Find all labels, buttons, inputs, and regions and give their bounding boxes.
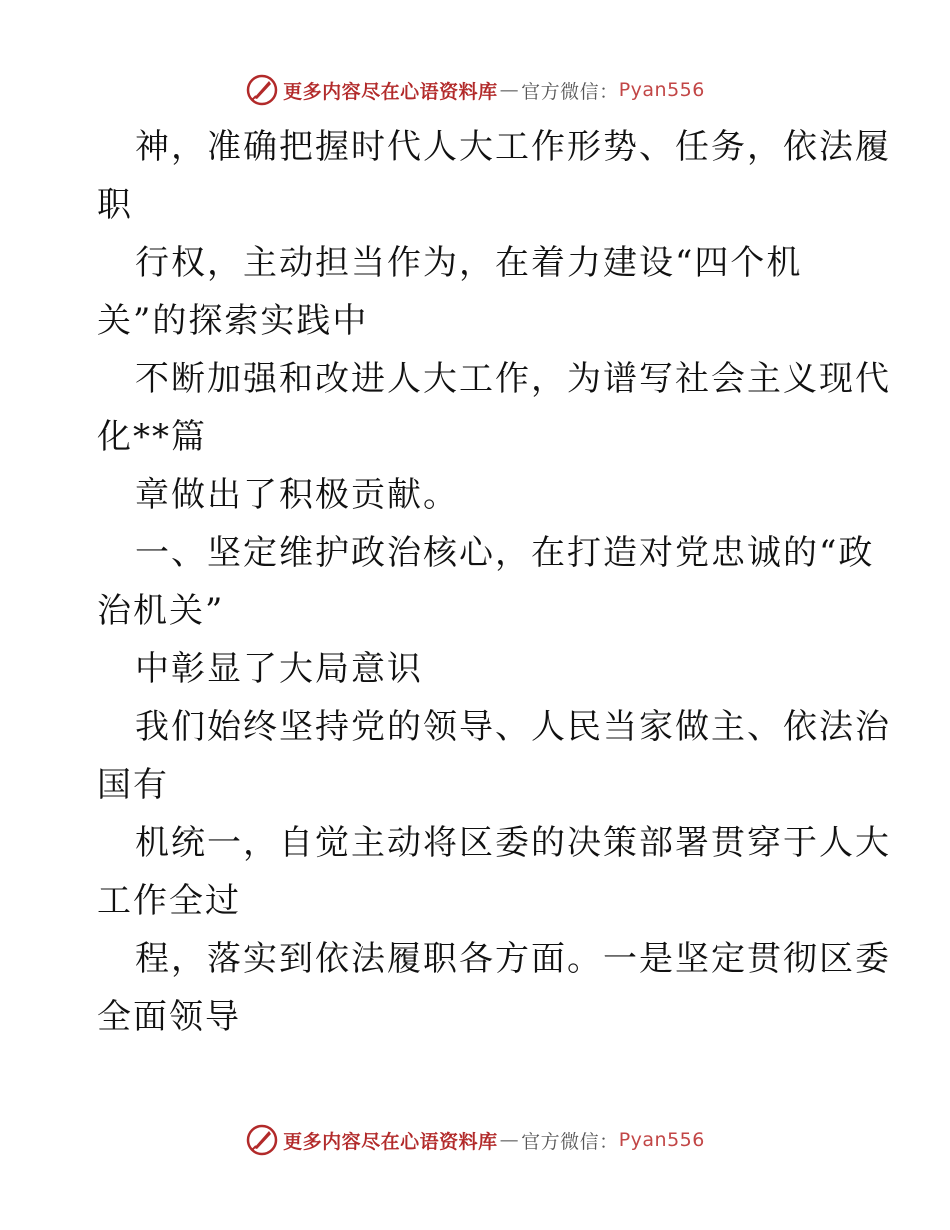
body-line: 机统一，自觉主动将区委的决策部署贯穿于人大 [135, 823, 891, 863]
section-heading-line: 一、坚定维护政治核心，在打造对党忠诚的“政 [135, 533, 875, 573]
body-line: 化**篇 [97, 417, 207, 457]
section-heading-line: 中彰显了大局意识 [135, 649, 423, 689]
section-heading-line: 治机关” [97, 591, 225, 631]
body-line: 工作全过 [97, 881, 241, 921]
body-line: 职 [97, 185, 133, 225]
watermark-wechat-label: 官方微信： [521, 1130, 619, 1153]
quill-seal-icon [245, 73, 279, 107]
watermark-dash: — [499, 1129, 520, 1151]
document-body [97, 118, 891, 1046]
body-line: 我们始终坚持党的领导、人民当家做主、依法治 [135, 707, 891, 747]
watermark-brand: 更多内容尽在心语资料库 [283, 1130, 498, 1153]
body-line: 神，准确把握时代人大工作形势、任务，依法履 [135, 127, 891, 167]
watermark-wechat-label: 官方微信： [521, 80, 619, 103]
body-line: 关”的探索实践中 [97, 301, 369, 341]
watermark-wechat-id: Pyan556 [618, 79, 705, 101]
body-line: 国有 [97, 765, 169, 805]
quill-seal-icon [245, 1123, 279, 1157]
body-line: 全面领导 [97, 997, 241, 1037]
footer-watermark [0, 1120, 950, 1160]
body-line: 不断加强和改进人大工作，为谱写社会主义现代 [135, 359, 891, 399]
body-line: 行权，主动担当作为，在着力建设“四个机 [135, 243, 803, 283]
header-watermark [0, 70, 950, 110]
watermark-brand: 更多内容尽在心语资料库 [283, 80, 498, 103]
body-line: 程，落实到依法履职各方面。一是坚定贯彻区委 [135, 939, 891, 979]
body-line: 章做出了积极贡献。 [135, 475, 459, 515]
watermark-wechat-id: Pyan556 [618, 1129, 705, 1151]
watermark-dash: — [499, 79, 520, 101]
